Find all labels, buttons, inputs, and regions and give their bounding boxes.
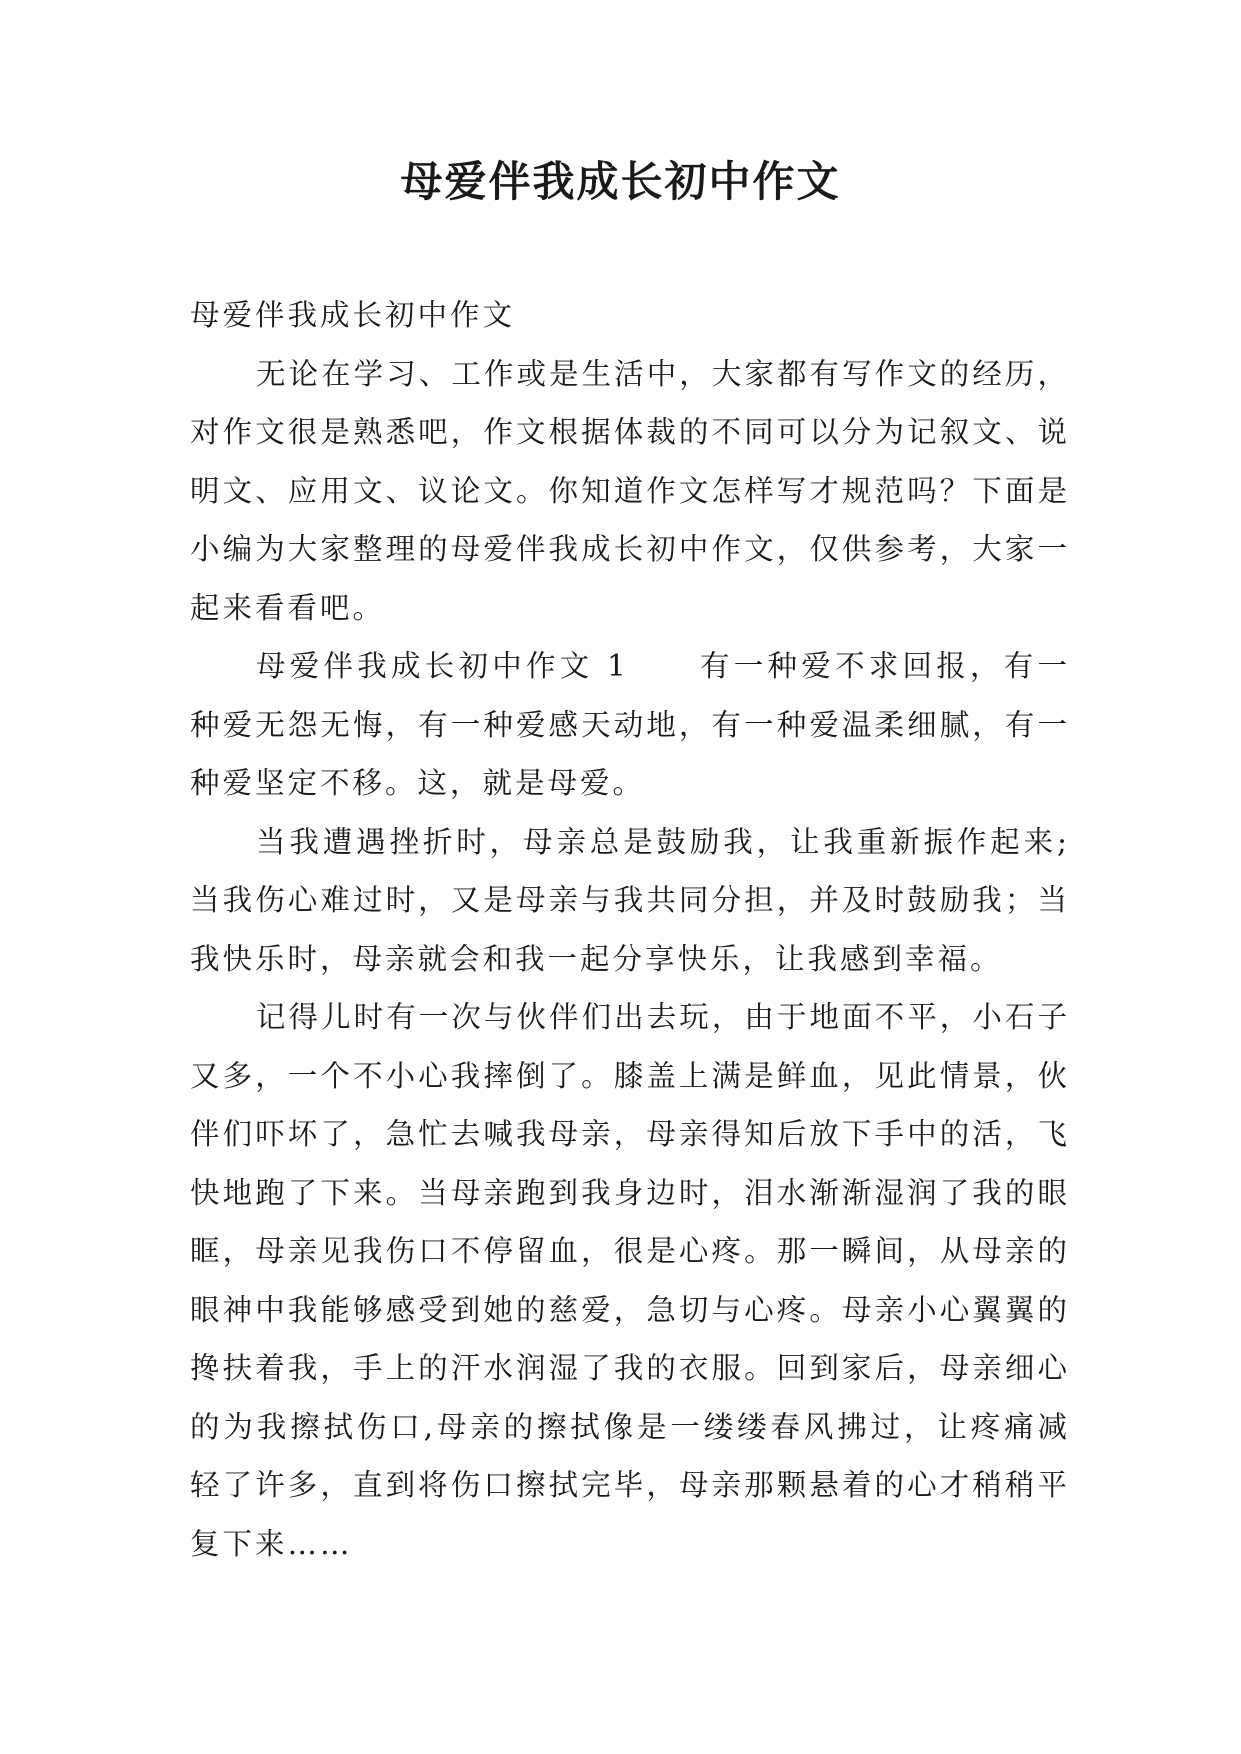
essay-1-paragraph: 当我遭遇挫折时，母亲总是鼓励我，让我重新振作起来;当我伤心难过时，又是母亲与我共同分担，并及时鼓励我；当我快乐时，母亲就会和我一起分享快乐，让我感到幸福。 xyxy=(190,824,1070,976)
document-title: 母爱伴我成长初中作文 xyxy=(400,157,841,206)
intro-paragraph: 无论在学习、工作或是生活中，大家都有写作文的经历，对作文很是熟悉吧，作文根据体裁的不同可以分为记叙文、说明文、应用文、议论文。你知道作文怎样写才规范吗？下面是小编为大家整理的母爱伴我成长初中作文，仅供参考，大家一起来看看吧。 xyxy=(190,356,1070,625)
document-body xyxy=(190,286,1070,1573)
essay-1-heading: 母爱伴我成长初中作文 1 xyxy=(256,649,629,683)
essay-1-opening-paragraph xyxy=(190,637,1070,813)
document-subtitle: 母爱伴我成长初中作文 xyxy=(190,298,516,332)
essay-1-paragraph: 记得儿时有一次与伙伴们出去玩，由于地面不平，小石子又多，一个不小心我摔倒了。膝盖上满是鲜血，见此情景，伙伴们吓坏了，急忙去喊我母亲，母亲得知后放下手中的活，飞快地跑了下来。当母亲跑到我身边时，泪水渐渐湿润了我的眼眶，母亲见我伤口不停留血，很是心疼。那一瞬间，从母亲的眼神中我能够感受到她的慈爱，急切与心疼。母亲小心翼翼的搀扶着我，手上的汗水润湿了我的衣服。回到家后，母亲细心的为我擦拭伤口,母亲的擦拭像是一缕缕春风拂过，让疼痛减轻了许多，直到将伤口擦拭完毕，母亲那颗悬着的心才稍稍平复下来…… xyxy=(190,1000,1070,1561)
essay-1-opening-text: 有一种爱不求回报，有一种爱无怨无悔，有一种爱感天动地，有一种爱温柔细腻，有一种爱坚定不移。这，就是母爱。 xyxy=(190,649,1070,800)
